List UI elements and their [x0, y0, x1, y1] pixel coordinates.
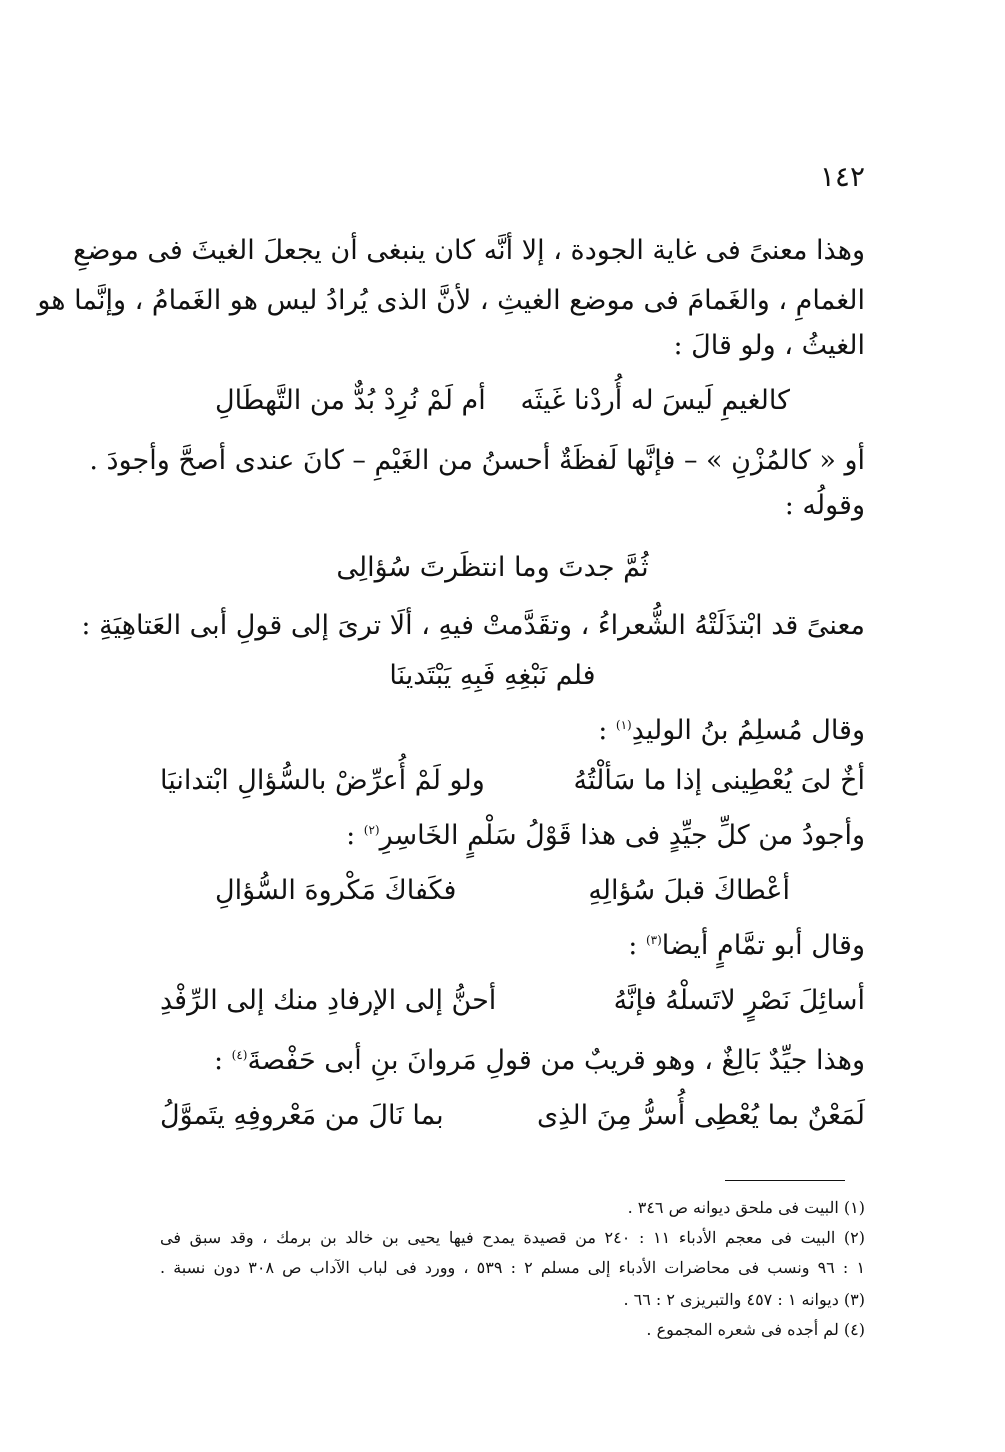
footnote: (٣) ديوانه ١ : ٤٥٧ والتبريزى ٢ : ٦٦ . [623, 1290, 865, 1309]
paragraph-line: الغيثُ ، ولو قالَ : [673, 330, 865, 361]
verse-first-hemistich: كالغيمِ لَيسَ له أُردْنا غَيثَه [520, 385, 790, 416]
verse-second-hemistich: أحنُّ إلى الإرفادِ منك إلى الرِّفْدِ [160, 985, 497, 1016]
footnote: (٤) لم أجده فى شعره المجموع . [646, 1320, 865, 1339]
verse-line [215, 385, 790, 417]
verse-second-hemistich: ولو لَمْ أُعرِّضْ بالسُّؤالِ ابْتدانيَا [160, 765, 485, 796]
paragraph-line: وهذا جيِّدٌ بَالِغٌ ، وهو قريبٌ من قولِ مَروانَ بنِ أبى حَفْصةَ$^{(٤)}$ : [213, 1045, 865, 1076]
footnote-continuation: ١ : ٩٦ ونسب فى محاضرات الأدباء إلى مسلم ٢ : ٥٣٩ ، وورد فى لباب الآداب ص ٣٠٨ دون نسبة . [160, 1258, 866, 1277]
paragraph-text: وأجودُ من كلِّ جيِّدٍ فى هذا قَوْلُ سَلْمٍ الخَاسِرِ [379, 820, 865, 851]
footnote-marker: (٤) [231, 1048, 248, 1062]
paragraph-line: الغمامِ ، والغَمامَ فى موضع الغيثِ ، لأنَّ الذى يُرادُ ليس هو الغَمامُ ، وإنَّما هو [37, 285, 865, 316]
verse-first-hemistich: أسائِلَ نَصْرٍ لاتَسلْهُ فإنَّهُ [613, 985, 865, 1016]
verse-first-hemistich: أخٌ لىَ يُعْطِينى إذا ما سَألْتُهُ [573, 765, 865, 796]
footnote-marker: (١) [615, 718, 632, 732]
page-number: ١٤٢ [819, 160, 865, 193]
verse-line: ثُمَّ جدتَ وما انتظَرتَ سُؤالِى [336, 552, 649, 583]
paragraph-line: وقال مُسلِمُ بنُ الوليدِ$^{(١)}$ : [598, 715, 865, 746]
verse-first-hemistich: أعْطاكَ قبلَ سُؤالِهِ [588, 875, 790, 906]
paragraph-line: وقال أبو تمَّامٍ أيضا$^{(٣)}$ : [628, 930, 865, 961]
verse-line: فلم نَبْغِهِ فَبِهِ يَبْتَدينَا [389, 660, 596, 691]
paragraph-line: وهذا معنىً فى غاية الجودة ، إلا أنَّه كان ينبغى أن يجعلَ الغيثَ فى موضعِ [73, 235, 865, 266]
paragraph-line: معنىً قد ابْتذَلَتْهُ الشُّعراءُ ، وتقَدَّمتْ فيهِ ، ألَا ترىَ إلى قولِ أبى العَتاهِيَةِ : [81, 610, 865, 641]
footnote: (١) البيت فى ملحق ديوانه ص ٣٤٦ . [627, 1198, 865, 1217]
verse-line [160, 985, 865, 1017]
footnote-marker: (٢) [363, 823, 380, 837]
verse-second-hemistich: فكَفاكَ مَكْروهَ السُّؤالِ [215, 875, 457, 906]
verse-line [160, 1100, 865, 1132]
verse-first-hemistich: لَمَعْنٌ بما يُعْطِى أُسرُّ مِنَ الذِى [537, 1100, 865, 1131]
footnote-separator [725, 1180, 845, 1181]
verse-line [160, 765, 865, 797]
footnote-marker: (٣) [645, 933, 662, 947]
verse-second-hemistich: أم لَمْ نُرِدْ بُدٌّ من التَّهطَالِ [215, 385, 486, 416]
verse-line [215, 875, 790, 907]
footnote: (٢) البيت فى معجم الأدباء ١١ : ٢٤٠ من قصيدة يمدح فيها يحيى بن خالد بن برمك ، وقد سبق فى [160, 1228, 866, 1247]
paragraph-text: وقال مُسلِمُ بنُ الوليدِ [631, 715, 865, 746]
paragraph-text: وهذا جيِّدٌ بَالِغٌ ، وهو قريبٌ من قولِ مَروانَ بنِ أبى حَفْصةَ [247, 1045, 865, 1076]
verse-second-hemistich: بما نَالَ من مَعْروفِهِ يتَموَّلُ [160, 1100, 444, 1131]
paragraph-line: وأجودُ من كلِّ جيِّدٍ فى هذا قَوْلُ سَلْمٍ الخَاسِرِ$^{(٢)}$ : [346, 820, 865, 851]
paragraph-line: وقولُه : [784, 490, 865, 521]
paragraph-text: وقال أبو تمَّامٍ أيضا [661, 930, 865, 961]
paragraph-line: أو « كالمُزْنِ » – فإنَّها لَفظَةٌ أحسنُ من الغَيْمِ – كانَ عندى أصحَّ وأجودَ . [89, 445, 865, 476]
